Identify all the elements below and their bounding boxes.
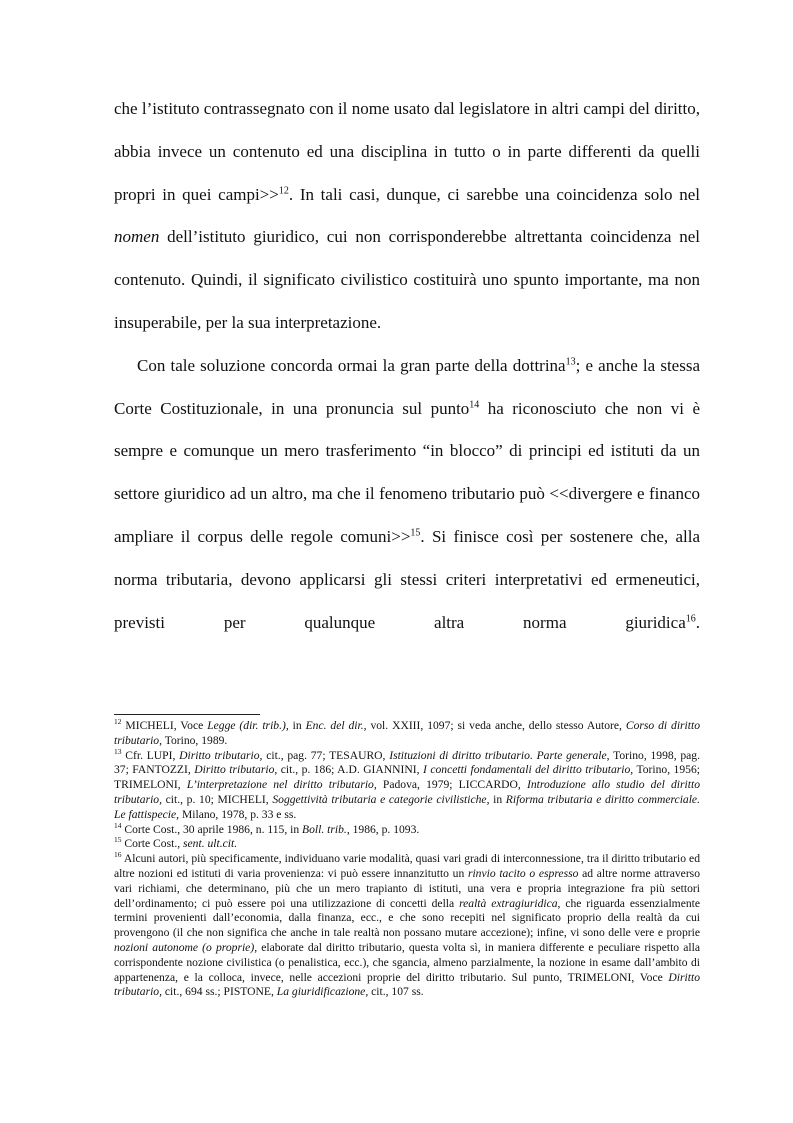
footnotes bbox=[114, 719, 700, 1000]
emphasis-nomen: nomen bbox=[114, 227, 160, 247]
footnote-separator bbox=[114, 714, 260, 715]
footnote-ref-13[interactable]: 13 bbox=[565, 356, 576, 368]
footnote-ref-12[interactable]: 12 bbox=[278, 184, 289, 196]
paragraph-2: Con tale soluzione concorda ormai la gran parte della dottrina$^{13}$; e anche la stessa Corte Costituzionale, in una pronuncia sul punto$^{14}$ ha riconosciuto che non vi è sempre e comunque un mero trasferimento “in blocco” di principi ed istituti da un settore giuridico ad un altro, ma che il fenomeno tributario può <<divergere e financo ampliare il corpus delle regole comuni>>$^{15}$. Si finisce così per sostenere che, alla norma tributaria, devono applicarsi gli stessi criteri interpretativi ed ermeneutici, previsti per qualunque altra norma giuridica$^{16}$. bbox=[114, 355, 701, 632]
footnote-ref-15[interactable]: 15 bbox=[410, 527, 421, 539]
footnote-16: $^{16}$ Alcuni autori, più specificamente, individuano varie modalità, quasi vari gradi di interconnessione, tra il diritto tributario ed altre nozioni ed istituti di varia provenienza: vi può essere innanzitutto un rinvio tacito o espresso ad altre norme attraverso vari richiami, che determinano, più che un mero trapianto di istituti, una vera e propria integrazione fra più settori dell’ordinamento; ci può essere poi una utilizzazione di concetti della realtà extragiuridica, che riguarda essenzialmente termini provenienti dall’economia, dalla finanza, ecc., e che sono recepiti nel significato proprio della realtà da cui provengono (il che non significa che anche in tale realtà non possano mutare accezione); infine, vi sono delle vere e proprie nozioni autonome (o proprie), elaborate dal diritto tributario, questa volta sì, in maniera differente e peculiare rispetto alla corrispondente nozione civilistica (o penalistica, ecc.), che sgancia, almeno parzialmente, la nozione in esame dall’ambito di appartenenza, e la colloca, invece, nelle accezioni proprie del diritto tributario. Sul punto, TRIMELONI, Voce Diritto tributario, cit., 694 ss.; PISTONE, La giuridificazione, cit., 107 ss. bbox=[114, 850, 700, 999]
footnote-ref-14[interactable]: 14 bbox=[469, 398, 480, 410]
footnote-15: $^{15}$ Corte Cost., sent. ult.cit. bbox=[114, 835, 238, 851]
footnote-14: $^{14}$ Corte Cost., 30 aprile 1986, n. 115, in Boll. trib., 1986, p. 1093. bbox=[114, 820, 420, 836]
footnote-ref-16[interactable]: 16 bbox=[685, 612, 696, 624]
paragraph-1: che l’istituto contrassegnato con il nome usato dal legislatore in altri campi del diritto, abbia invece un contenuto ed una disciplina in tutto o in parte differenti da quelli propri in quei campi>>$^{12}$. In tali casi, dunque, ci sarebbe una coincidenza solo nel nomen dell’istituto giuridico, cui non corrisponderebbe altrettanta coincidenza nel contenuto. Quindi, il significato civilistico costituirà uno spunto importante, ma non insuperabile, per la sua interpretazione. bbox=[114, 99, 700, 332]
footnote-12: $^{12}$ MICHELI, Voce Legge (dir. trib.), in Enc. del dir., vol. XXIII, 1097; si veda anche, dello stesso Autore, Corso di diritto tributario, Torino, 1989. bbox=[114, 717, 701, 747]
footnote-13: $^{13}$ Cfr. LUPI, Diritto tributario, cit., pag. 77; TESAURO, Istituzioni di diritto tributario. Parte generale, Torino, 1998, pag. 37; FANTOZZI, Diritto tributario, cit., p. 186; A.D. GIANNINI, I concetti fondamentali del diritto tributario, Torino, 1956; TRIMELONI, L’interpretazione nel diritto tributario, Padova, 1979; LICCARDO, Introduzione allo studio del diritto tributario, cit., p. 10; MICHELI, Soggettività tributaria e categorie civilistiche, in Riforma tributaria e diritto commerciale. Le fattispecie, Milano, 1978, p. 33 e ss. bbox=[114, 746, 700, 821]
main-text bbox=[114, 88, 700, 644]
